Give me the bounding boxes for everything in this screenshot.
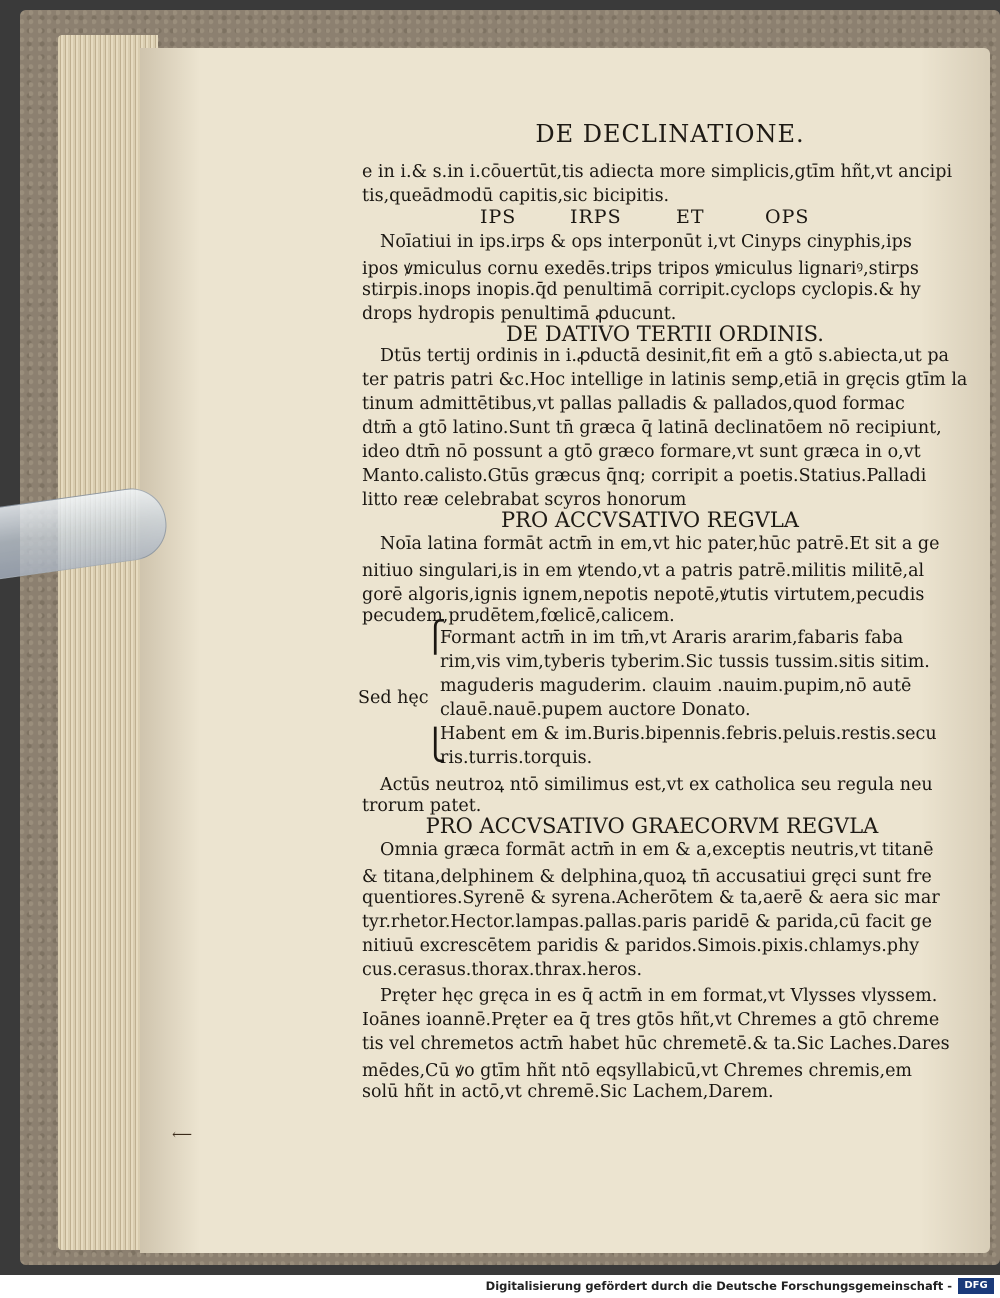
text-line: ris.turris.torquis. xyxy=(440,748,593,768)
text-line: ter patris patri &c.Hoc intellige in latinis semꝑ,etiā in gręcis gtīm la xyxy=(362,370,968,390)
funding-note: Digitalisierung gefördert durch die Deutsche Forschungsgemeinschaft - xyxy=(485,1279,952,1293)
text-line: nitiuo singulari,is in em ꝟtendo,vt a patris patrē.militis militē,al xyxy=(362,561,925,581)
text-line: ipos ꝟmiculus cornu exedēs.trips tripos ꝟmiculus lignariꝰ,stirps xyxy=(362,259,919,279)
text-line: tis,queādmodū capitis,sic bicipitis. xyxy=(362,186,670,206)
text-line: Formant actm̄ in im tm̄,vt Araris ararim,fabaris faba xyxy=(440,628,904,648)
text-line: cus.cerasus.thorax.thrax.heros. xyxy=(362,960,643,980)
text-line: Dtūs tertij ordinis in i.ꝓductā desinit,fit em̄ a gtō s.abiecta,ut pa xyxy=(380,346,949,366)
text-line: Omnia græca formāt actm̄ in em & a,exceptis neutris,vt titanē xyxy=(380,840,934,860)
text-line: maguderis maguderim. clauim .nauim.pupim,nō autē xyxy=(440,676,912,696)
ips-heading-word: IRPS xyxy=(570,206,622,228)
section-heading-accusativo: PRO ACCVSATIVO REGVLA xyxy=(501,508,799,532)
ips-heading-word: IPS xyxy=(480,206,517,228)
brace-top: ⎧ xyxy=(424,620,447,655)
sed-hec-label: Sed hęc xyxy=(358,688,429,708)
ips-heading-word: ET xyxy=(676,206,705,228)
text-line: litto reæ celebrabat scyros honorum xyxy=(362,490,687,510)
text-line: clauē.nauē.pupem auctore Donato. xyxy=(440,700,751,720)
text-line: tinum admittētibus,vt pallas palladis & pallados,quod formac xyxy=(362,394,905,414)
text-line: Noīa latina formāt actm̄ in em,vt hic pater,hūc patrē.Et sit a ge xyxy=(380,534,940,554)
text-line: dtm̄ a gtō latino.Sunt tn̄ græca q̄ latinā declinatōem nō recipiunt, xyxy=(362,418,942,438)
text-line: drops hydropis penultimā ꝓducunt. xyxy=(362,304,677,324)
text-line: stirpis.inops inopis.q̄d penultimā corripit.cyclops cyclopis.& hy xyxy=(362,280,921,300)
text-line: Actūs neutroꝝ ntō similimus est,vt ex catholica seu regula neu xyxy=(380,775,933,795)
text-line: & titana,delphinem & delphina,quoꝝ tn̄ accusatiui gręci sunt fre xyxy=(362,867,932,887)
text-line: nitiuū excrescētem paridis & paridos.Simois.pixis.chlamys.phy xyxy=(362,936,920,956)
text-line: ideo dtm̄ nō possunt a gtō græco formare,vt sunt græca in o,vt xyxy=(362,442,921,462)
section-heading-dativo: DE DATIVO TERTII ORDINIS. xyxy=(506,322,824,346)
ips-heading-word: OPS xyxy=(765,206,810,228)
text-line: Pręter hęc gręca in es q̄ actm̄ in em format,vt Vlysses vlyssem. xyxy=(380,986,938,1006)
text-line: tis vel chremetos actm̄ habet hūc chremetē.& ta.Sic Laches.Dares xyxy=(362,1034,950,1054)
text-line: trorum patet. xyxy=(362,796,482,816)
text-line: solū hñt in actō,vt chremē.Sic Lachem,Darem. xyxy=(362,1082,774,1102)
margin-mark: ⟵ xyxy=(172,1127,193,1143)
footer-bar xyxy=(0,1275,1000,1298)
text-line: Noīatiui in ips.irps & ops interponūt i,vt Cinyps cinyphis,ips xyxy=(380,232,912,252)
text-line: tyr.rhetor.Hector.lampas.pallas.paris paridē & parida,cū facit ge xyxy=(362,912,932,932)
text-line: rim,vis vim,tyberis tyberim.Sic tussis tussim.sitis sitim. xyxy=(440,652,930,672)
text-line: e in i.& s.in i.cōuertūt,tis adiecta more simplicis,gtīm hñt,vt ancipi xyxy=(362,162,953,182)
text-line: Manto.calisto.Gtūs græcus q̄nq; corripit a poetis.Statius.Palladi xyxy=(362,466,927,486)
text-line: pecudem,prudētem,fœlicē,calicem. xyxy=(362,606,675,626)
section-heading-accusativo-graecorum: PRO ACCVSATIVO GRAECORVM REGVLA xyxy=(425,814,879,838)
text-line: quentiores.Syrenē & syrena.Acherōtem & ta,aerē & aera sic mar xyxy=(362,888,940,908)
dfg-logo: DFG xyxy=(958,1278,994,1294)
text-line: Habent em & im.Buris.bipennis.febris.peluis.restis.secu xyxy=(440,724,937,744)
brace-bottom: ⎩ xyxy=(424,728,447,763)
text-line: gorē algoris,ignis ignem,nepotis nepotē,ꝟtutis virtutem,pecudis xyxy=(362,585,925,605)
text-line: Ioānes ioannē.Pręter ea q̄ tres gtōs hñt,vt Chremes a gtō chreme xyxy=(362,1010,940,1030)
running-title: DE DECLINATIONE. xyxy=(535,120,805,148)
text-line: mēdes,Cū ꝟo gtīm hñt ntō eqsyllabicū,vt Chremes chremis,em xyxy=(362,1061,913,1081)
